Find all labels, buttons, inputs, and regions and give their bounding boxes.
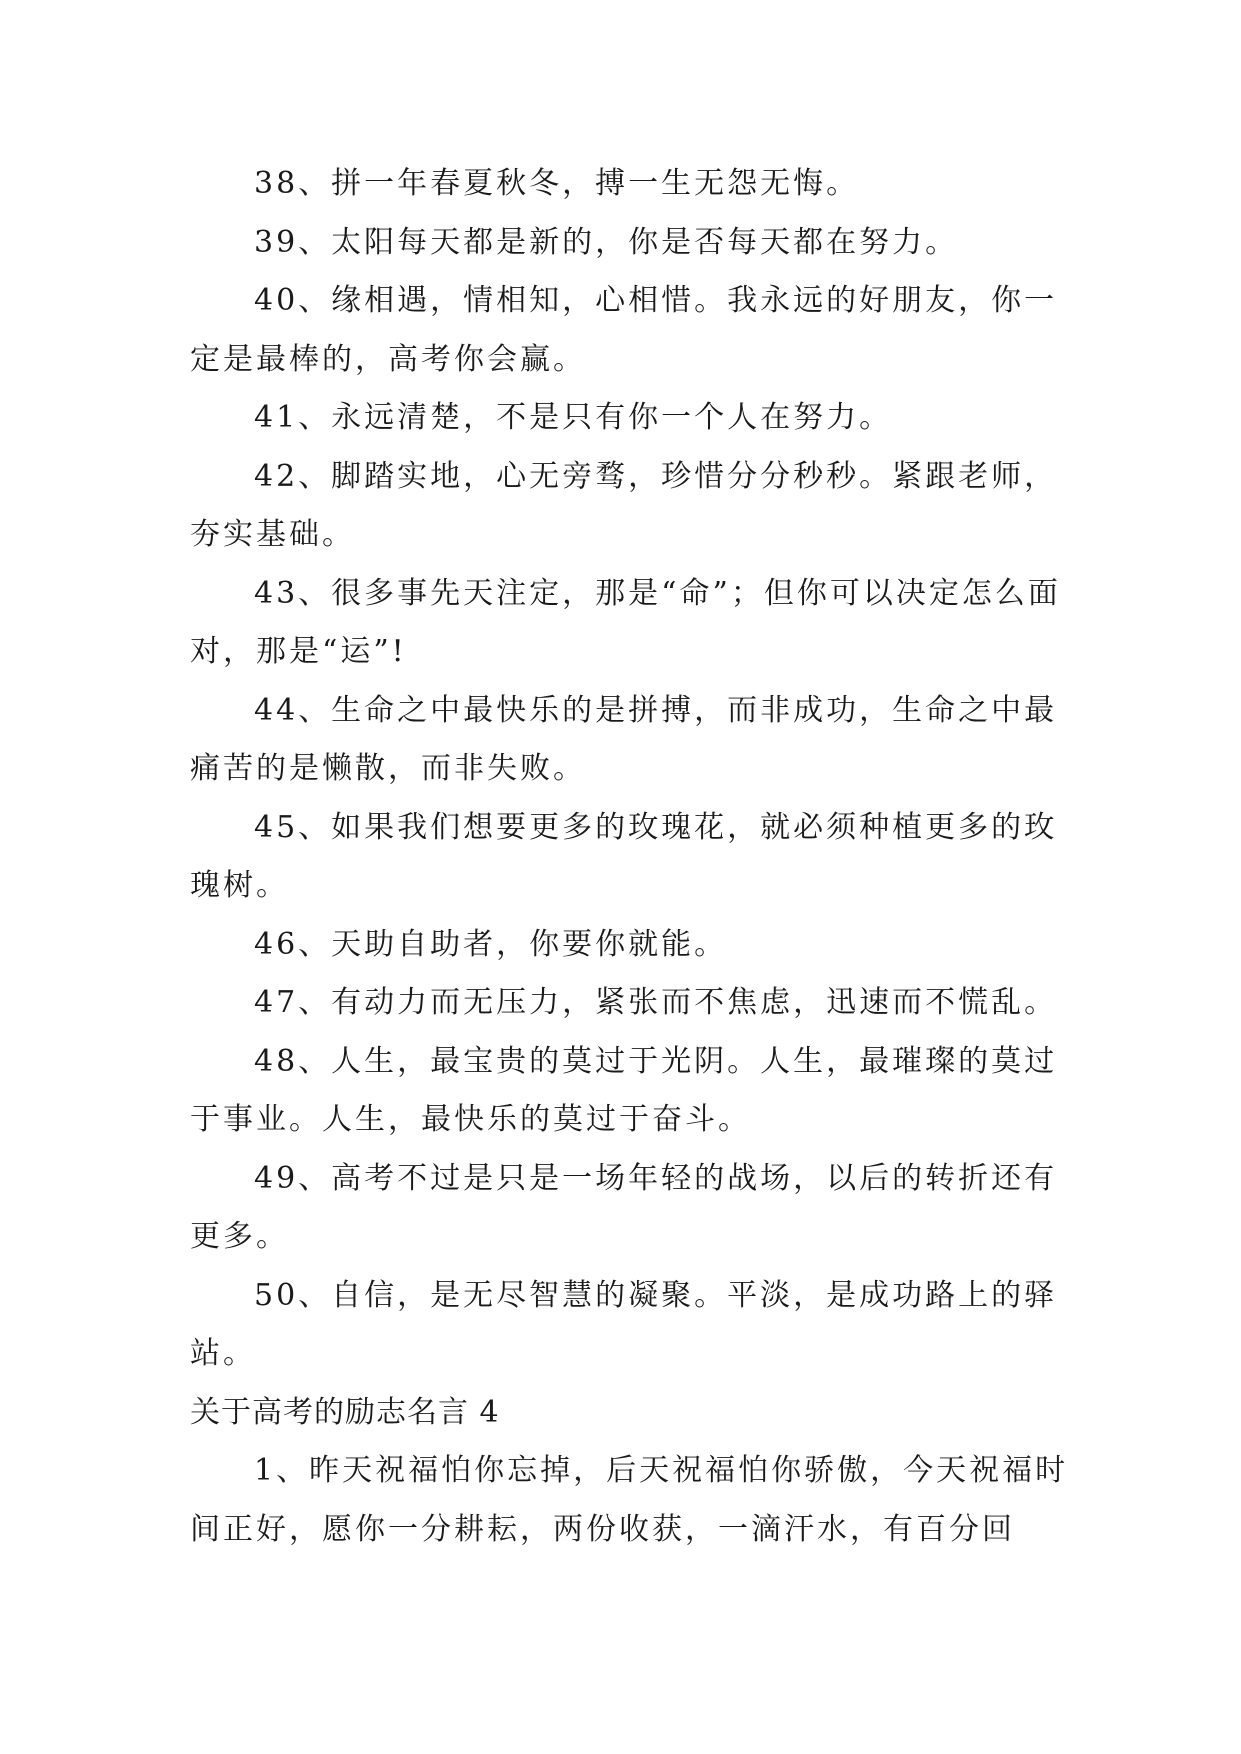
quote-paragraph: 42、脚踏实地，心无旁骛，珍惜分分秒秒。紧跟老师，夯实基础。 <box>190 458 1058 552</box>
quote-paragraph: 43、很多事先天注定，那是“命”；但你可以决定怎么面对，那是“运”! <box>190 575 1061 669</box>
quote-paragraph: 1、昨天祝福怕你忘掉，后天祝福怕你骄傲，今天祝福时间正好，愿你一分耕耘，两份收获，一滴汗水，有百分回 <box>190 1453 1069 1547</box>
quote-paragraph: 50、自信，是无尽智慧的凝聚。平淡，是成功路上的驿站。 <box>190 1277 1058 1371</box>
quote-paragraph: 45、如果我们想要更多的玫瑰花，就必须种植更多的玫瑰树。 <box>190 809 1058 903</box>
quote-paragraph: 48、人生，最宝贵的莫过于光阴。人生，最璀璨的莫过于事业。人生，最快乐的莫过于奋斗。 <box>190 1043 1058 1137</box>
quote-paragraph: 47、有动力而无压力，紧张而不焦虑，迅速而不慌乱。 <box>254 985 1058 1020</box>
quote-paragraph: 38、拼一年春夏秋冬，搏一生无怨无悔。 <box>254 166 860 201</box>
quote-paragraph: 49、高考不过是只是一场年轻的战场，以后的转折还有更多。 <box>190 1160 1058 1254</box>
document-body <box>190 155 1070 1559</box>
quote-paragraph: 44、生命之中最快乐的是拼搏，而非成功，生命之中最痛苦的是懒散，而非失败。 <box>190 692 1058 786</box>
quote-paragraph: 46、天助自助者，你要你就能。 <box>254 926 728 962</box>
quote-paragraph: 40、缘相遇，情相知，心相惜。我永远的好朋友，你一定是最棒的，高考你会赢。 <box>190 283 1058 377</box>
quote-paragraph: 41、永远清楚，不是只有你一个人在努力。 <box>254 400 893 435</box>
quote-paragraph: 39、太阳每天都是新的，你是否每天都在努力。 <box>254 224 959 260</box>
section-heading: 关于高考的励志名言 4 <box>190 1394 500 1430</box>
